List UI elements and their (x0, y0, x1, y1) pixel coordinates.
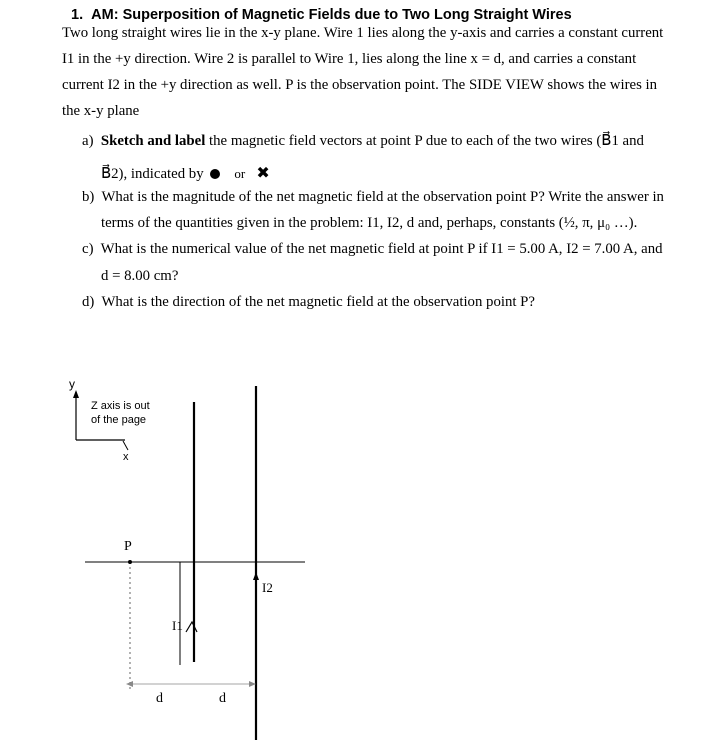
intro-line-3: current I2 in the +y direction as well. P is the observation point. The SIDE VIEW shows the wires in (62, 77, 658, 93)
question-a-bold: Sketch and label (100, 133, 206, 149)
point-p-label: P (124, 539, 132, 554)
question-a-label: a) (82, 133, 94, 149)
question-c-line-2: d = 8.00 cm? (101, 268, 179, 284)
question-a-text: the magnetic field vectors at point P due to each of the two wires (B⃗1 and (205, 133, 644, 149)
wire-1-current-arrow-icon (186, 622, 197, 632)
distance-label-left: d (156, 691, 163, 706)
problem-title: 1. AM: Superposition of Magnetic Fields due to Two Long Straight Wires (71, 7, 572, 23)
wire-2-current-arrow-icon (253, 572, 259, 580)
cross-icon: ✖ (256, 165, 270, 182)
or-text: or (234, 166, 246, 181)
y-axis-label: y (69, 377, 75, 391)
wire-1-current-label: I1 (172, 618, 183, 633)
question-c: c) What is the numerical value of the net magnetic field at point P if I1 = 5.00 A, I2 = 7.00 A, and (82, 241, 663, 257)
wire-2-current-label: I2 (262, 580, 273, 595)
question-d: d) What is the direction of the net magnetic field at the observation point P? (82, 294, 535, 310)
intro-line-4: the x-y plane (62, 103, 140, 119)
question-b: b) What is the magnitude of the net magnetic field at the observation point P? Write the answer in (82, 189, 664, 205)
distance-left-arrow-icon (126, 681, 133, 687)
intro-line-1: Two long straight wires lie in the x-y plane. Wire 1 lies along the y-axis and carries a constant current (62, 25, 664, 41)
z-note-line-1: Z axis is out (91, 400, 150, 412)
distance-label-right: d (219, 691, 226, 706)
question-a-line-2: B⃗2), indicated by or ✖ (101, 165, 270, 182)
question-b-line-2: terms of the quantities given in the problem: I1, I2, d and, perhaps, constants (½, π, μ₀ …). (101, 215, 638, 231)
y-axis-arrow-icon (73, 390, 79, 398)
x-arrow-icon (123, 441, 128, 450)
x-axis-label: x (123, 451, 129, 463)
z-note-line-2: of the page (91, 414, 147, 426)
intro-line-2: I1 in the +y direction. Wire 2 is parallel to Wire 1, lies along the line x = d, and carries a constant (62, 51, 637, 67)
